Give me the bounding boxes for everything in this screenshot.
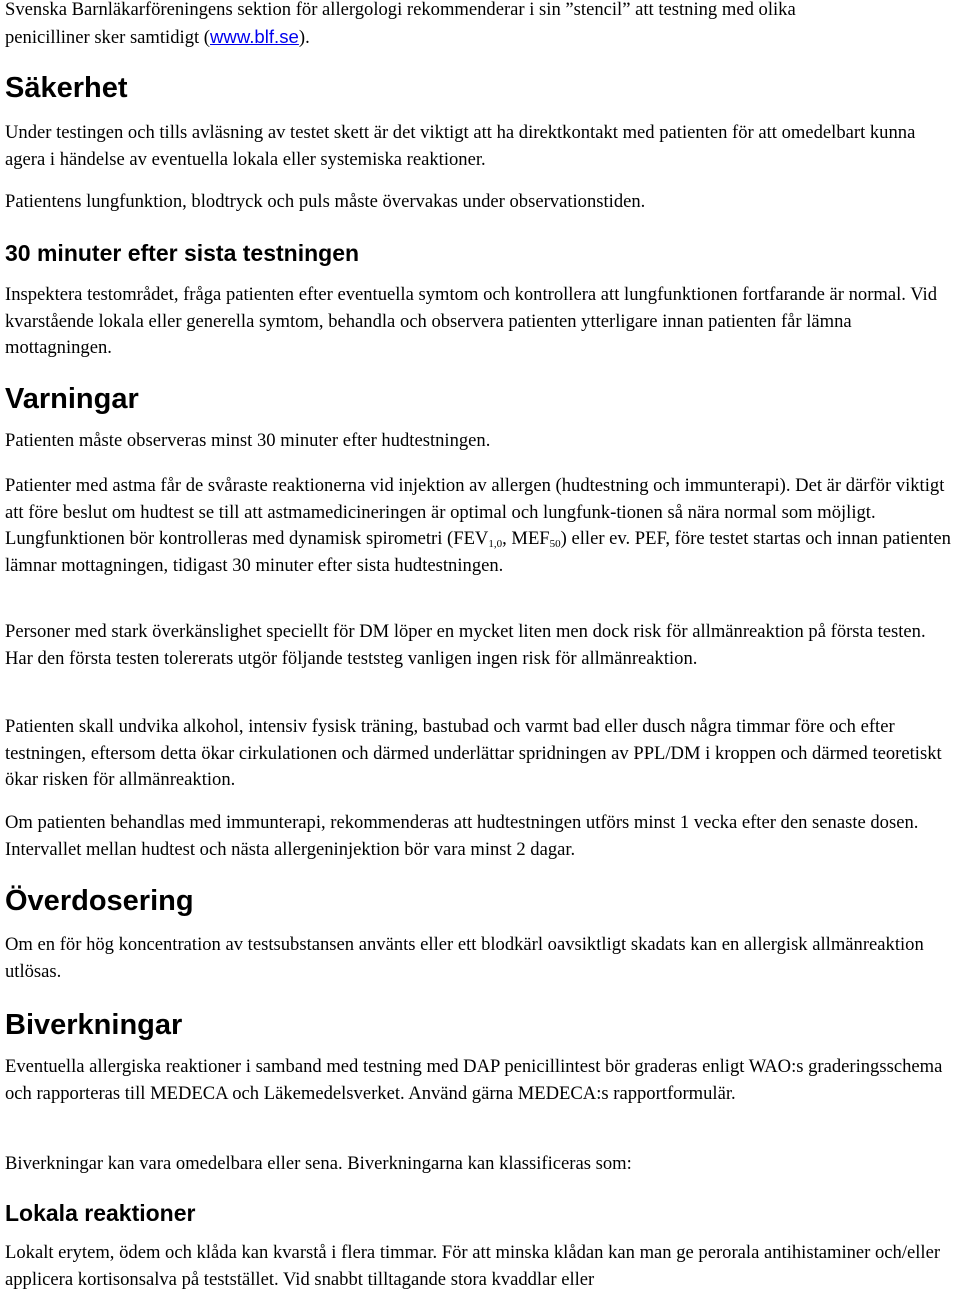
blf-link[interactable]: www.blf.se — [210, 25, 299, 47]
varningar-paragraph-4: Patienten skall undvika alkohol, intensiv fysisk träning, bastubad och varmt bad eller dusch några timmar före och efter testningen, eftersom detta ökar cirkulationen och därmed underlättar spridningen av PPL/DM i kroppen och därmed teoretiskt ökar risken för allmänreaktion. — [5, 716, 942, 790]
varningar-paragraph-1: Patienten måste observeras minst 30 minuter efter hudtestningen. — [5, 430, 491, 451]
intro-line-2-pre: penicilliner sker samtidigt ( — [5, 26, 210, 48]
varningar-paragraph-2 — [5, 473, 952, 579]
efter-paragraph-1: Inspektera testområdet, fråga patienten efter eventuella symtom och kontrollera att lungfunktionen fortfarande är normal. Vid kvarstående lokala eller generella symtom, behandla och observera patienten ytterligare innan patienten får lämna mottagningen. — [5, 284, 938, 358]
biverkningar-paragraph-1: Eventuella allergiska reaktioner i samband med testning med DAP penicillintest bör graderas enligt WAO:s graderingsschema och rapporteras till MEDECA och Läkemedelsverket. Använd gärna MEDECA:s rapportformulär. — [5, 1056, 943, 1104]
varningar-paragraph-5: Om patienten behandlas med immunterapi, rekommenderas att hudtestningen utförs minst 1 vecka efter den senaste dosen. Intervallet mellan hudtest och nästa allergeninjektion bör vara minst 2 dagar. — [5, 812, 919, 860]
heading-efter-testning: 30 minuter efter sista testningen — [5, 240, 360, 266]
varningar-p2-text-c: ) eller ev. PEF, före testet startas och innan patienten lämnar mottagningen, tidigast 30 minuter efter sista hudtestningen. — [5, 528, 951, 576]
intro-line-1: Svenska Barnläkarföreningens sektion för allergologi rekommenderar i sin ”stencil” att testning med olika — [5, 0, 796, 20]
fev-subscript: 1,0 — [488, 538, 503, 550]
varningar-p2-text-a: Patienter med astma får de svåraste reaktionerna vid injektion av allergen (hudtestning och immunterapi). Det är därför viktigt att före beslut om hudtest se till att astmamedicineringen är optimal och lungfunk-tionen så nära normal som möjligt. Lungfunktionen bör kontrolleras med dynamisk spirometri (FEV — [5, 475, 945, 549]
intro-line-2 — [5, 24, 952, 52]
overdosering-paragraph-1: Om en för hög koncentration av testsubstansen använts eller ett blodkärl oavsiktligt skadats kan en allergisk allmänreaktion utlösas. — [5, 934, 924, 982]
sakerhet-paragraph-1: Under testingen och tills avläsning av testet skett är det viktigt att ha direktkontakt med patienten för att omedelbart kunna agera i händelse av eventuella lokala eller systemiska reaktioner. — [5, 122, 916, 170]
intro-paragraph — [5, 0, 952, 51]
heading-overdosering: Överdosering — [5, 885, 194, 917]
mef-subscript: 50 — [549, 538, 561, 550]
sakerhet-paragraph-2: Patientens lungfunktion, blodtryck och puls måste övervakas under observationstiden. — [5, 191, 646, 212]
biverkningar-paragraph-2: Biverkningar kan vara omedelbara eller sena. Biverkningarna kan klassificeras som: — [5, 1153, 632, 1174]
intro-line-2-post: ). — [298, 26, 310, 48]
heading-varningar: Varningar — [5, 383, 139, 415]
varningar-paragraph-3: Personer med stark överkänslighet speciellt för DM löper en mycket liten men dock risk för allmänreaktion på första testen. Har den första testen tolererats utgör följande teststeg vanligen ingen risk för allmänreaktion. — [5, 621, 926, 669]
heading-biverkningar: Biverkningar — [5, 1009, 183, 1041]
lokala-paragraph-1: Lokalt erytem, ödem och klåda kan kvarstå i flera timmar. För att minska klådan kan man ge perorala antihistaminer och/eller applicera kortisonsalva på teststället. Vid snabbt tilltagande stora kvaddlar eller — [5, 1242, 941, 1290]
heading-lokala-reaktioner: Lokala reaktioner — [5, 1200, 196, 1226]
varningar-p2-text-b: , MEF — [502, 528, 550, 549]
heading-sakerhet: Säkerhet — [5, 72, 128, 104]
